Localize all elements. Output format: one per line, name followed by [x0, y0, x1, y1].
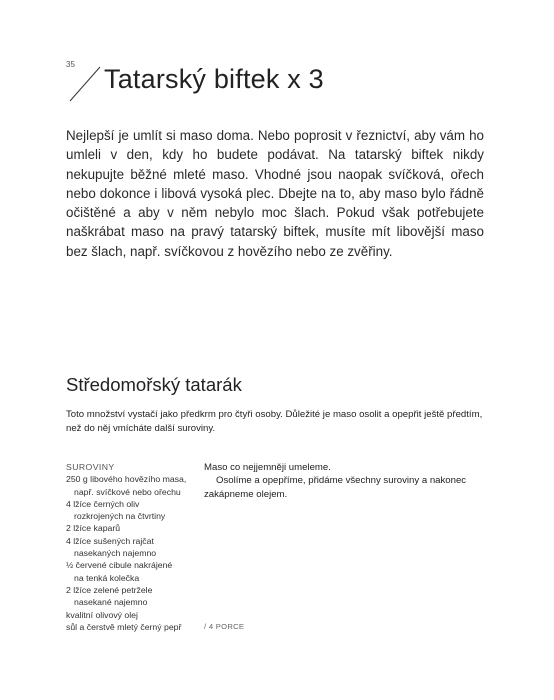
ingredient-text: 2 lžíce zelené petržele [66, 584, 153, 595]
ingredient-text: sůl a čerstvě mletý černý pepř [66, 621, 182, 632]
chapter-title: Tatarský biftek x 3 [104, 64, 324, 94]
ingredient-item [66, 535, 198, 560]
ingredient-text-continued: na tenká kolečka [74, 572, 140, 583]
ingredient-item [66, 621, 198, 633]
ingredient-item [66, 498, 198, 523]
ingredient-text: ½ červené cibule nakrájené [66, 560, 173, 571]
ingredient-text-continued: rozkrojených na čtvrtiny [74, 511, 166, 522]
ingredient-item [66, 559, 198, 584]
recipe-intro: Toto množství vystačí jako předkrm pro čtyři osoby. Důležité je maso osolit a opepřit ještě předtím, než do něj vmícháte další suroviny. [66, 409, 483, 434]
ingredient-item [66, 584, 198, 609]
method-step: Maso co nejjemněji umeleme. [204, 462, 331, 473]
ingredient-text-continued: např. svíčkové nebo ořechu [74, 486, 181, 497]
title-slash-divider [68, 66, 108, 102]
ingredients-list [66, 461, 198, 633]
portions-label: / 4 PORCE [204, 622, 245, 631]
ingredient-text-continued: nasekané najemno [74, 597, 148, 608]
method-steps [204, 461, 486, 501]
ingredient-item [66, 473, 198, 498]
ingredient-item [66, 522, 198, 534]
ingredient-text: 2 lžíce kaparů [66, 523, 121, 534]
method-step: Osolíme a opepříme, přidáme všechny suroviny a nakonec zakápneme olejem. [204, 475, 467, 500]
page-number: 35 [66, 60, 75, 69]
ingredient-text: 4 lžíce sušených rajčat [66, 535, 154, 546]
ingredients-heading: SUROVINY [66, 462, 115, 472]
ingredient-text: kvalitní olivový olej [66, 609, 138, 620]
intro-paragraph: Nejlepší je umlít si maso doma. Nebo poprosit v řeznictví, aby vám ho umleli v den, kdy ho budete podávat. Na tatarský biftek nikdy nekupujte běžné mleté maso. Vhodné jsou naopak svíčková, ořech nebo dokonce i libová vysoká plec. Dbejte na to, aby maso bylo řádně očištěné a aby v něm nebylo moc šlach. Pokud však potřebujete naškrábat maso na pravý tatarský biftek, musíte mít libovější maso bez šlach, např. svíčkovou z hovězího nebo ze zvěřiny. [66, 128, 484, 259]
ingredient-text: 4 lžíce černých oliv [66, 498, 140, 509]
ingredient-text-continued: nasekaných najemno [74, 548, 157, 559]
ingredient-item [66, 609, 198, 621]
recipe-title: Středomořský tatarák [66, 374, 242, 395]
ingredient-text: 250 g libového hovězího masa, [66, 474, 187, 485]
